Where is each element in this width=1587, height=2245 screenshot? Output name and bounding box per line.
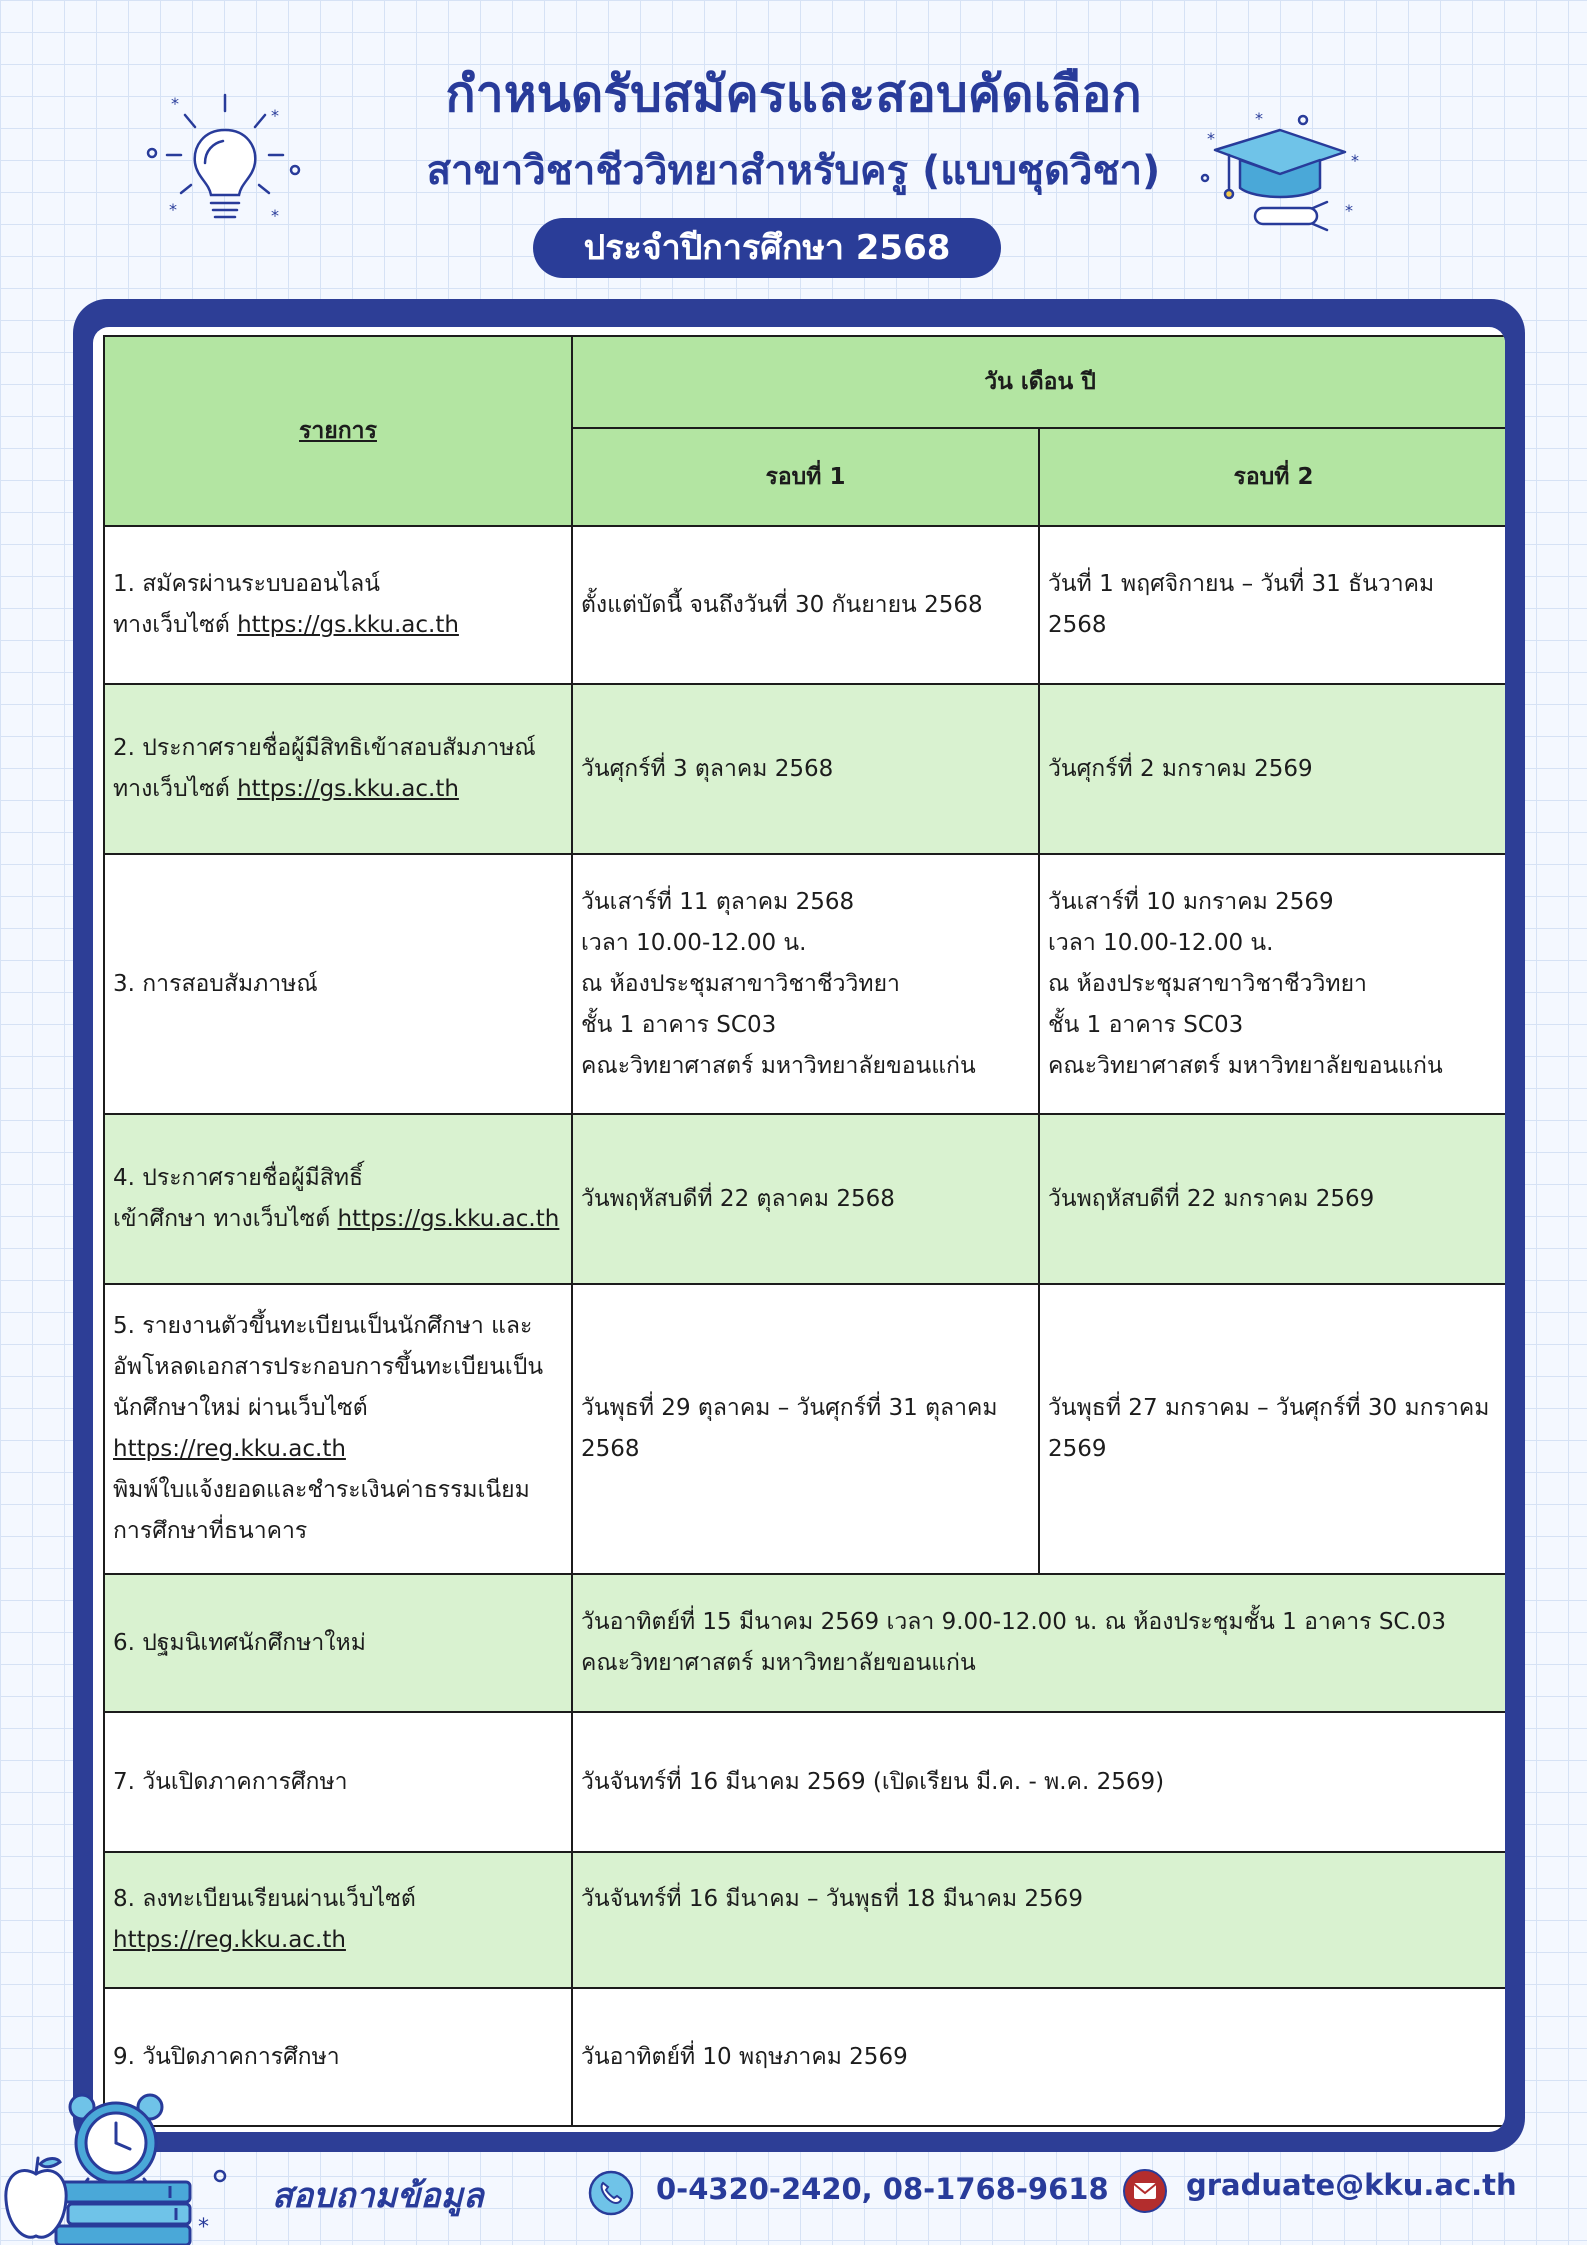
table-row — [104, 1114, 1505, 1284]
header-item: รายการ — [104, 336, 572, 526]
svg-text:*: * — [169, 200, 177, 219]
row1-round1: ตั้งแต่บัดนี้ จนถึงวันที่ 30 กันยายน 2568 — [572, 526, 1039, 684]
admission-list-link[interactable]: https://gs.kku.ac.th — [337, 1206, 560, 1232]
table-row — [104, 854, 1505, 1114]
interview-list-link[interactable]: https://gs.kku.ac.th — [237, 776, 459, 802]
row5-round2: วันพุธที่ 27 มกราคม – วันศุกร์ที่ 30 มกราคม 2569 — [1039, 1284, 1505, 1574]
row7-item: 7. วันเปิดภาคการศึกษา — [104, 1712, 572, 1852]
row3-round1: วันเสาร์ที่ 11 ตุลาคม 2568 เวลา 10.00-12.00 น. ณ ห้องประชุมสาขาวิชาชีววิทยา ชั้น 1 อาคาร SC03 คณะวิทยาศาสตร์ มหาวิทยาลัยขอนแก่น — [572, 854, 1039, 1114]
header-round2: รอบที่ 2 — [1039, 428, 1505, 526]
lightbulb-icon — [145, 85, 305, 235]
row6-item: 6. ปฐมนิเทศนักศึกษาใหม่ — [104, 1574, 572, 1712]
page-title: กำหนดรับสมัครและสอบคัดเลือก — [445, 65, 1142, 123]
table-row — [104, 1574, 1505, 1712]
row5-item: 5. รายงานตัวขึ้นทะเบียนเป็นนักศึกษา และ อัพโหลดเอกสารประกอบการขึ้นทะเบียนเป็น นักศึกษาใหม่ ผ่านเว็บไซต์ https://reg.kku.ac.th พิมพ์ใบแจ้งยอดและชำระเงินค่าธรรมเนียม การศึกษาที่ธนาคาร — [104, 1284, 572, 1574]
contact-label: สอบถามข้อมูล — [272, 2176, 484, 2216]
graduation-cap-icon — [1195, 108, 1365, 238]
table-row — [104, 1852, 1505, 1988]
row1-round2: วันที่ 1 พฤศจิกายน – วันที่ 31 ธันวาคม 2568 — [1039, 526, 1505, 684]
books-icon — [50, 2178, 200, 2245]
year-badge: ประจำปีการศึกษา 2568 — [533, 218, 1001, 278]
table-row — [104, 1712, 1505, 1852]
sparkle-decoration — [180, 2150, 240, 2245]
register-link[interactable]: https://reg.kku.ac.th — [113, 1436, 346, 1462]
table-header-row — [104, 336, 1505, 428]
phone-icon[interactable] — [588, 2170, 634, 2216]
row5-round1: วันพุธที่ 29 ตุลาคม – วันศุกร์ที่ 31 ตุลาคม 2568 — [572, 1284, 1039, 1574]
schedule-table — [103, 335, 1505, 2127]
row2-round2: วันศุกร์ที่ 2 มกราคม 2569 — [1039, 684, 1505, 854]
table-row — [104, 1988, 1505, 2126]
row4-round2: วันพฤหัสบดีที่ 22 มกราคม 2569 — [1039, 1114, 1505, 1284]
table-row — [104, 526, 1505, 684]
row6-date: วันอาทิตย์ที่ 15 มีนาคม 2569 เวลา 9.00-12.00 น. ณ ห้องประชุมชั้น 1 อาคาร SC.03 คณะวิทยาศาสตร์ มหาวิทยาลัยขอนแก่น — [572, 1574, 1505, 1712]
svg-text:*: * — [271, 206, 279, 225]
apple-icon — [0, 2150, 72, 2245]
course-registration-link[interactable]: https://reg.kku.ac.th — [113, 1927, 346, 1953]
row9-item: 9. วันปิดภาคการศึกษา — [104, 1988, 572, 2126]
row4-item: 4. ประกาศรายชื่อผู้มีสิทธิ์ เข้าศึกษา ทางเว็บไซต์ https://gs.kku.ac.th — [104, 1114, 572, 1284]
email-address[interactable]: graduate@kku.ac.th — [1186, 2168, 1517, 2202]
svg-text:*: * — [271, 106, 279, 125]
svg-text:*: * — [198, 2215, 209, 2240]
row3-round2: วันเสาร์ที่ 10 มกราคม 2569 เวลา 10.00-12.00 น. ณ ห้องประชุมสาขาวิชาชีววิทยา ชั้น 1 อาคาร SC03 คณะวิทยาศาสตร์ มหาวิทยาลัยขอนแก่น — [1039, 854, 1505, 1114]
row4-round1: วันพฤหัสบดีที่ 22 ตุลาคม 2568 — [572, 1114, 1039, 1284]
table-row — [104, 1284, 1505, 1574]
header-date: วัน เดือน ปี — [572, 336, 1505, 428]
row2-round1: วันศุกร์ที่ 3 ตุลาคม 2568 — [572, 684, 1039, 854]
row2-item: 2. ประกาศรายชื่อผู้มีสิทธิเข้าสอบสัมภาษณ์ ทางเว็บไซต์ https://gs.kku.ac.th — [104, 684, 572, 854]
schedule-frame — [73, 299, 1525, 2152]
svg-text:*: * — [171, 94, 179, 113]
table-row — [104, 684, 1505, 854]
schedule-panel — [93, 327, 1505, 2132]
header-round1: รอบที่ 1 — [572, 428, 1039, 526]
apply-link[interactable]: https://gs.kku.ac.th — [237, 612, 459, 638]
row3-item: 3. การสอบสัมภาษณ์ — [104, 854, 572, 1114]
row8-date: วันจันทร์ที่ 16 มีนาคม – วันพุธที่ 18 มีนาคม 2569 — [572, 1852, 1505, 1988]
email-icon[interactable] — [1122, 2168, 1168, 2214]
svg-text:*: * — [1255, 109, 1263, 128]
row9-date: วันอาทิตย์ที่ 10 พฤษภาคม 2569 — [572, 1988, 1505, 2126]
svg-text:*: * — [1351, 151, 1359, 170]
row7-date: วันจันทร์ที่ 16 มีนาคม 2569 (เปิดเรียน มี.ค. - พ.ค. 2569) — [572, 1712, 1505, 1852]
row8-item: 8. ลงทะเบียนเรียนผ่านเว็บไซต์ https://reg.kku.ac.th — [104, 1852, 572, 1988]
phone-numbers[interactable]: 0-4320-2420, 08-1768-9618 — [656, 2172, 1109, 2206]
page-subtitle: สาขาวิชาชีววิทยาสำหรับครู (แบบชุดวิชา) — [426, 148, 1161, 194]
svg-text:*: * — [1345, 201, 1353, 220]
svg-text:*: * — [1207, 129, 1215, 148]
row1-item: 1. สมัครผ่านระบบออนไลน์ ทางเว็บไซต์ https://gs.kku.ac.th — [104, 526, 572, 684]
